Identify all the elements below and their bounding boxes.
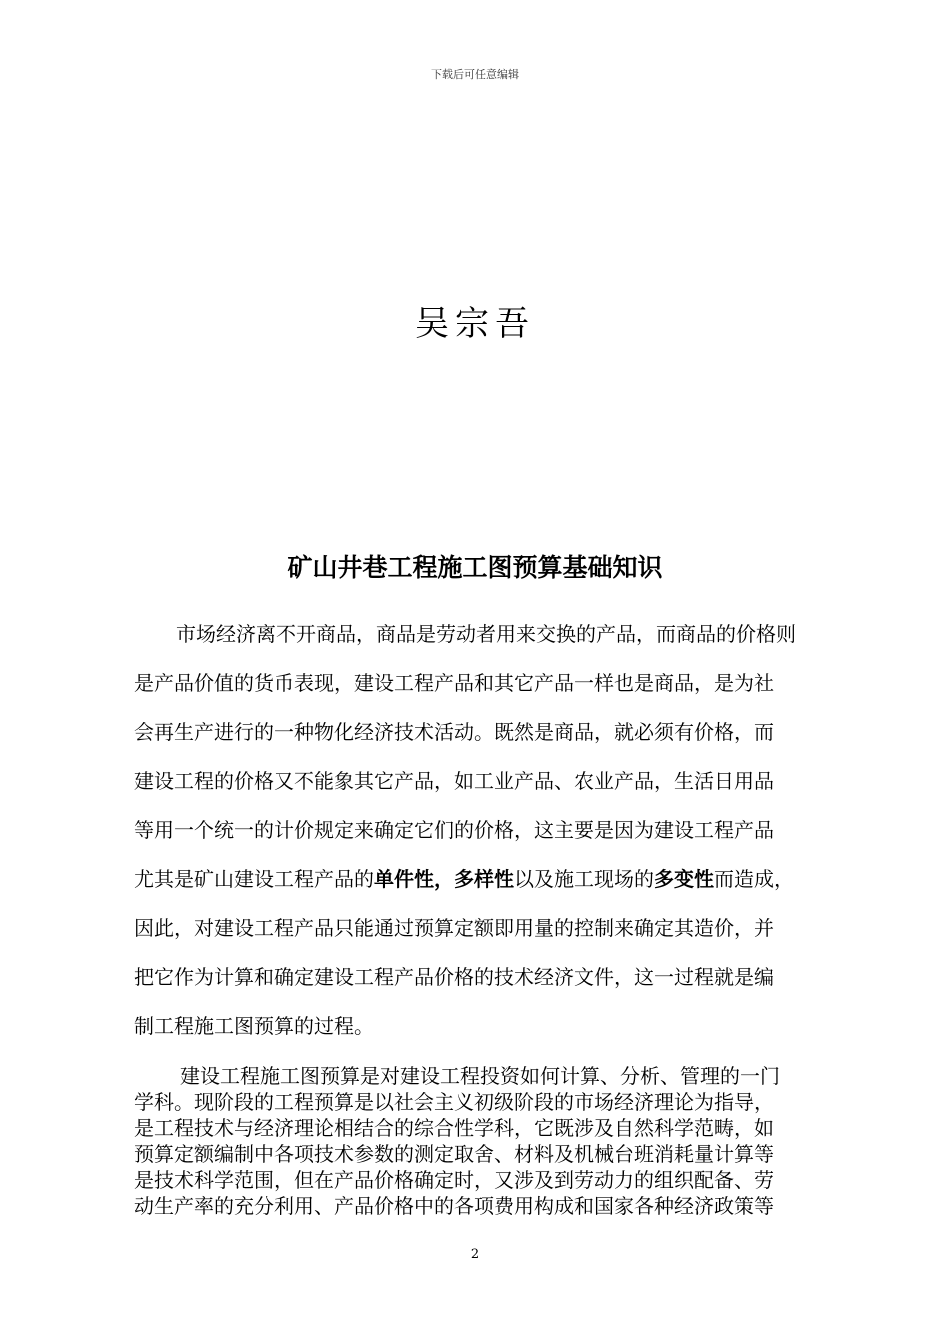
paragraph-1 — [134, 610, 872, 1051]
bold-term: 多样性 — [454, 867, 514, 891]
paragraph-line: 等用一个统一的计价规定来确定它们的价格，这主要是因为建设工程产品 — [134, 818, 774, 842]
paragraph-line: 市场经济离不开商品，商品是劳动者用来交换的产品，而商品的价格则 — [176, 622, 796, 646]
paragraph-line: 动生产率的充分利用、产品价格中的各项费用构成和国家各种经济政策等 — [134, 1194, 774, 1218]
paragraph-line: 是工程技术与经济理论相结合的综合性学科，它既涉及自然科学范畴，如 — [134, 1116, 774, 1140]
bold-term: 多变性 — [654, 867, 714, 891]
paragraph-2 — [134, 1063, 872, 1219]
paragraph-line — [134, 855, 872, 904]
document-title: 矿山井巷工程施工图预算基础知识 — [287, 553, 663, 582]
paragraph-line: 建设工程施工图预算是对建设工程投资如何计算、分析、管理的一门 — [180, 1064, 780, 1088]
author-name: 吴宗吾 — [415, 304, 535, 344]
text-run: 而造成， — [714, 867, 794, 891]
text-run: 尤其是矿山建设工程产品的 — [134, 867, 374, 891]
paragraph-line: 学科。现阶段的工程预算是以社会主义初级阶段的市场经济理论为指导， — [134, 1090, 774, 1114]
paragraph-line: 因此，对建设工程产品只能通过预算定额即用量的控制来确定其造价，并 — [134, 916, 774, 940]
page-number: 2 — [470, 1247, 480, 1262]
paragraph-line: 制工程施工图预算的过程。 — [134, 1014, 374, 1038]
header-note: 下载后可任意编辑 — [431, 68, 519, 81]
bold-term: 单件性 — [374, 867, 434, 891]
paragraph-line: 是产品价值的货币表现，建设工程产品和其它产品一样也是商品，是为社 — [134, 671, 774, 695]
paragraph-line: 把它作为计算和确定建设工程产品价格的技术经济文件，这一过程就是编 — [134, 965, 774, 989]
paragraph-line: 是技术科学范围，但在产品价格确定时，又涉及到劳动力的组织配备、劳 — [134, 1168, 774, 1192]
paragraph-line: 预算定额编制中各项技术参数的测定取舍、材料及机械台班消耗量计算等 — [134, 1142, 774, 1166]
bold-punctuation: ， — [434, 867, 454, 891]
text-run: 以及施工现场的 — [514, 867, 654, 891]
paragraph-line: 会再生产进行的一种物化经济技术活动。既然是商品，就必须有价格，而 — [134, 720, 774, 744]
paragraph-line: 建设工程的价格又不能象其它产品，如工业产品、农业产品，生活日用品 — [134, 769, 774, 793]
